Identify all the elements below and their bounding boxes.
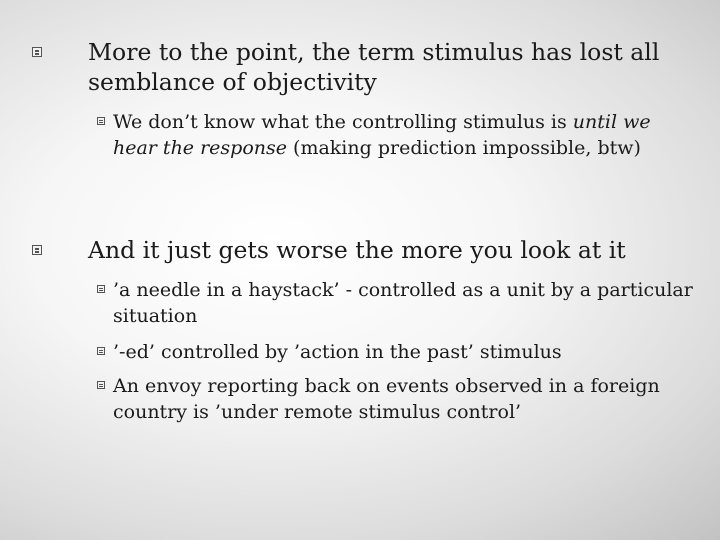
square-bullet-icon [97,285,105,293]
sub-bullet-item [113,277,693,329]
sub-bullet-italic-text: until we hear the response [113,111,651,159]
bullet-item [88,37,688,97]
bullet-text: More to the point, the term stimulus has lost all semblance of objectivity [88,38,660,96]
sub-bullet-text [113,109,693,161]
bullet-text: And it just gets worse the more you look at it [88,236,626,264]
sub-bullet-text-part: (making prediction impossible, btw) [287,137,641,159]
square-bullet-icon [97,117,105,125]
sub-bullet-item [113,339,693,365]
square-bullet-icon [97,347,105,355]
square-bullet-icon [97,381,105,389]
sub-bullet-text-part: We don’t know what the controlling stimulus is [113,111,573,133]
sub-bullet-text: ’a needle in a haystack’ - controlled as a unit by a particular situation [113,279,693,327]
square-bullet-icon [32,47,42,57]
bullet-item [88,235,688,265]
sub-bullet-item [113,109,693,161]
sub-bullet-text: An envoy reporting back on events observed in a foreign country is ’under remote stimulus control’ [113,375,660,423]
sub-bullet-item [113,373,693,425]
sub-bullet-text: ’-ed’ controlled by ’action in the past’ stimulus [113,341,562,363]
square-bullet-icon [32,245,42,255]
